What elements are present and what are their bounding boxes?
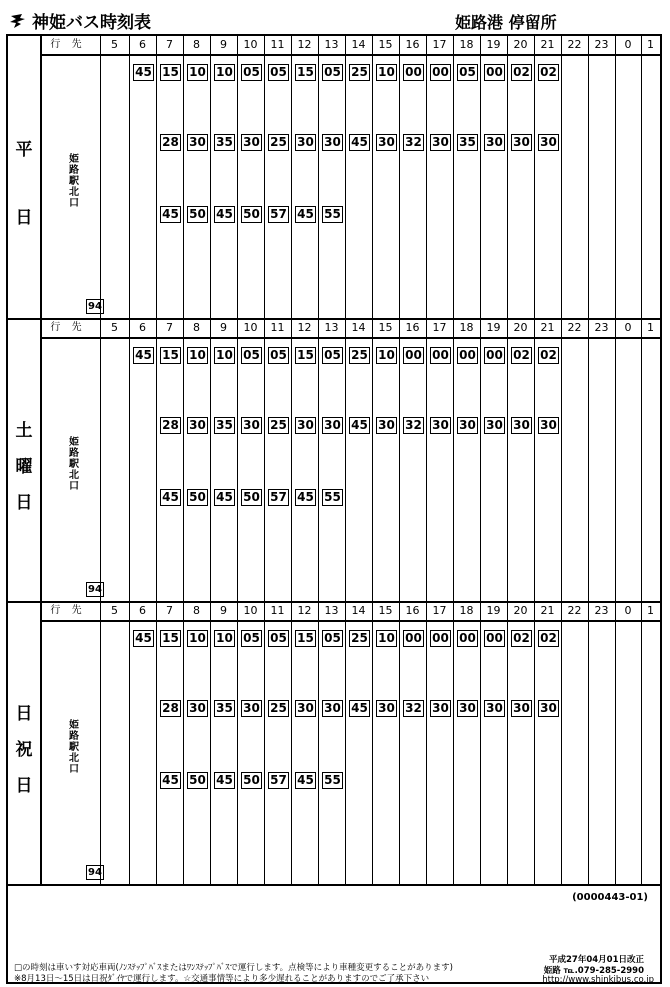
- departure-minute: 10: [376, 347, 397, 364]
- departure-minute: 32: [403, 134, 424, 151]
- column-divider: [372, 602, 373, 885]
- hour-header-cell: 5: [111, 604, 118, 617]
- timetable-frame: [6, 34, 662, 984]
- column-divider: [588, 36, 589, 319]
- day-type-char: 日: [15, 207, 33, 228]
- departure-minute: 55: [322, 489, 343, 506]
- column-divider: [453, 602, 454, 885]
- departure-minute: 45: [160, 489, 181, 506]
- departure-minute: 00: [430, 347, 451, 364]
- column-divider: [318, 319, 319, 602]
- column-divider: [641, 319, 642, 602]
- departure-minute: 00: [403, 64, 424, 81]
- day-type-char: 日: [15, 492, 33, 513]
- hour-header-cell: 11: [270, 38, 285, 51]
- departure-minute: 45: [160, 772, 181, 789]
- departure-minute: 32: [403, 700, 424, 717]
- departure-minute: 25: [349, 64, 370, 81]
- column-divider: [561, 319, 562, 602]
- column-divider: [129, 319, 130, 602]
- departure-minute: 30: [484, 134, 505, 151]
- dest-header: 行 先: [50, 605, 86, 616]
- hour-header-cell: 9: [220, 604, 227, 617]
- departure-minute: 00: [430, 64, 451, 81]
- departure-minute: 45: [133, 64, 154, 81]
- column-divider: [615, 36, 616, 319]
- departure-minute: 50: [187, 772, 208, 789]
- departure-minute: 30: [457, 700, 478, 717]
- hour-header-cell: 7: [166, 604, 173, 617]
- departure-minute: 45: [349, 700, 370, 717]
- hour-header-cell: 6: [139, 321, 146, 334]
- departure-minute: 25: [268, 417, 289, 434]
- departure-minute: 28: [160, 134, 181, 151]
- column-divider: [264, 602, 265, 885]
- departure-minute: 45: [295, 772, 316, 789]
- hour-header-cell: 23: [594, 321, 609, 334]
- day-type-char: 日: [15, 775, 33, 796]
- hour-header-cell: 5: [111, 321, 118, 334]
- column-divider: [345, 36, 346, 319]
- departure-minute: 05: [241, 630, 262, 647]
- hour-header-cell: 17: [432, 321, 447, 334]
- hour-header-cell: 9: [220, 321, 227, 334]
- departure-minute: 28: [160, 417, 181, 434]
- day-type-label: [8, 602, 42, 885]
- column-divider: [291, 602, 292, 885]
- departure-minute: 15: [160, 64, 181, 81]
- hour-header-cell: 13: [324, 38, 339, 51]
- hour-header-cell: 16: [405, 38, 420, 51]
- departure-minute: 30: [430, 417, 451, 434]
- departure-minute: 30: [295, 134, 316, 151]
- hour-header-cell: 16: [405, 604, 420, 617]
- hour-header-cell: 14: [351, 604, 366, 617]
- footer-note-holiday: ※8月13日～15日は日祝ﾀﾞｲﾔで運行します。☆交通事情等により多少遅れることがありますのでご了承下さい: [14, 974, 430, 984]
- company-url: http://www.shinkibus.co.jp: [542, 975, 654, 985]
- hour-header-cell: 20: [513, 604, 528, 617]
- hour-header-cell: 13: [324, 604, 339, 617]
- company-title-text: 神姫バス時刻表: [32, 13, 151, 33]
- departure-minute: 05: [241, 347, 262, 364]
- departure-minute: 35: [457, 134, 478, 151]
- hour-header-cell: 13: [324, 321, 339, 334]
- column-divider: [480, 602, 481, 885]
- route-number-badge: 94: [86, 865, 104, 880]
- route-number-badge: 94: [86, 299, 104, 314]
- departure-minute: 45: [160, 206, 181, 223]
- departure-minute: 30: [538, 134, 559, 151]
- hour-header-row: [40, 602, 660, 622]
- column-divider: [453, 319, 454, 602]
- column-divider: [641, 602, 642, 885]
- column-divider: [480, 36, 481, 319]
- departure-minute: 50: [187, 206, 208, 223]
- departure-minute: 45: [295, 206, 316, 223]
- day-type-char: 平: [15, 139, 33, 160]
- column-divider: [156, 602, 157, 885]
- departure-minute: 30: [430, 134, 451, 151]
- departure-minute: 45: [214, 772, 235, 789]
- column-divider: [156, 319, 157, 602]
- column-divider: [237, 36, 238, 319]
- hour-header-cell: 15: [378, 604, 393, 617]
- hour-header-cell: 12: [297, 321, 312, 334]
- column-divider: [100, 36, 101, 319]
- day-type-char: 土: [15, 420, 33, 441]
- column-divider: [100, 319, 101, 602]
- departure-minute: 15: [160, 347, 181, 364]
- route-number-badge: 94: [86, 582, 104, 597]
- destination-label: 姫路駅北口: [69, 720, 79, 775]
- column-divider: [453, 36, 454, 319]
- hour-header-row: [40, 319, 660, 339]
- company-logo-icon: [8, 12, 28, 30]
- column-divider: [183, 36, 184, 319]
- hour-header-cell: 20: [513, 38, 528, 51]
- dest-header: 行 先: [50, 322, 86, 333]
- departure-minute: 50: [187, 489, 208, 506]
- hour-header-cell: 8: [193, 604, 200, 617]
- hour-header-cell: 5: [111, 38, 118, 51]
- hour-header-cell: 19: [486, 321, 501, 334]
- departure-minute: 25: [268, 134, 289, 151]
- departure-minute: 25: [268, 700, 289, 717]
- departure-minute: 30: [187, 417, 208, 434]
- departure-minute: 05: [241, 64, 262, 81]
- day-block: [8, 36, 660, 319]
- hour-header-cell: 0: [624, 38, 632, 51]
- departure-minute: 10: [187, 630, 208, 647]
- departure-minute: 02: [538, 630, 559, 647]
- departure-minute: 45: [349, 417, 370, 434]
- footer-note-wheelchair: □の時刻は車いす対応車両(ﾉﾝｽﾃｯﾌﾟﾊﾞｽまたはﾜﾝｽﾃｯﾌﾟﾊﾞｽで運行します。点検等により車種変更することがあります): [14, 963, 453, 973]
- departure-minute: 50: [241, 772, 262, 789]
- hour-header-cell: 7: [166, 321, 173, 334]
- departure-minute: 30: [187, 134, 208, 151]
- departure-minute: 30: [538, 700, 559, 717]
- block-divider: [8, 884, 660, 886]
- column-divider: [561, 602, 562, 885]
- hour-header-cell: 6: [139, 38, 146, 51]
- departure-minute: 05: [322, 630, 343, 647]
- departure-minute: 45: [214, 206, 235, 223]
- column-divider: [210, 36, 211, 319]
- column-divider: [156, 36, 157, 319]
- column-divider: [264, 319, 265, 602]
- column-divider: [129, 36, 130, 319]
- hour-header-cell: 22: [567, 38, 582, 51]
- departure-minute: 02: [511, 347, 532, 364]
- day-block: [8, 602, 660, 885]
- hour-header-cell: 15: [378, 321, 393, 334]
- dest-header: 行 先: [50, 39, 86, 50]
- column-divider: [426, 319, 427, 602]
- timetable-code: (0000443-01): [572, 892, 648, 903]
- day-type-label: [8, 36, 42, 319]
- departure-minute: 10: [376, 630, 397, 647]
- departure-minute: 00: [484, 347, 505, 364]
- departure-minute: 02: [538, 64, 559, 81]
- departure-minute: 28: [160, 700, 181, 717]
- departure-minute: 30: [511, 417, 532, 434]
- column-divider: [534, 36, 535, 319]
- day-type-label: [8, 319, 42, 602]
- column-divider: [615, 602, 616, 885]
- day-type-char: 日: [15, 703, 33, 724]
- hour-header-cell: 18: [459, 321, 474, 334]
- hour-header-cell: 20: [513, 321, 528, 334]
- departure-minute: 02: [511, 630, 532, 647]
- column-divider: [372, 319, 373, 602]
- hour-header-cell: 17: [432, 604, 447, 617]
- departure-minute: 30: [511, 700, 532, 717]
- column-divider: [345, 319, 346, 602]
- hour-header-cell: 0: [624, 321, 632, 334]
- column-divider: [399, 36, 400, 319]
- hour-header-row: [40, 36, 660, 56]
- column-divider: [426, 602, 427, 885]
- departure-minute: 30: [457, 417, 478, 434]
- departure-minute: 05: [268, 347, 289, 364]
- hour-header-cell: 23: [594, 38, 609, 51]
- departure-minute: 55: [322, 772, 343, 789]
- column-divider: [507, 319, 508, 602]
- hour-header-cell: 17: [432, 38, 447, 51]
- departure-minute: 10: [214, 347, 235, 364]
- departure-minute: 30: [484, 700, 505, 717]
- departure-minute: 45: [349, 134, 370, 151]
- departure-minute: 10: [214, 64, 235, 81]
- departure-minute: 15: [295, 630, 316, 647]
- column-divider: [100, 602, 101, 885]
- departure-minute: 45: [295, 489, 316, 506]
- hour-header-cell: 10: [243, 321, 258, 334]
- column-divider: [399, 319, 400, 602]
- column-divider: [291, 319, 292, 602]
- departure-minute: 10: [187, 347, 208, 364]
- column-divider: [318, 602, 319, 885]
- hour-header-cell: 10: [243, 38, 258, 51]
- hour-header-cell: 16: [405, 321, 420, 334]
- column-divider: [372, 36, 373, 319]
- column-divider: [264, 36, 265, 319]
- departure-minute: 57: [268, 772, 289, 789]
- departure-minute: 30: [295, 417, 316, 434]
- hour-header-cell: 23: [594, 604, 609, 617]
- office-phone: 姫路 ℡.079-285-2990: [543, 966, 644, 976]
- hour-header-cell: 6: [139, 604, 146, 617]
- hour-header-cell: 19: [486, 604, 501, 617]
- departure-minute: 30: [376, 700, 397, 717]
- departure-minute: 50: [241, 489, 262, 506]
- departure-minute: 30: [376, 417, 397, 434]
- departure-minute: 02: [511, 64, 532, 81]
- column-divider: [291, 36, 292, 319]
- departure-minute: 00: [484, 630, 505, 647]
- departure-minute: 57: [268, 489, 289, 506]
- column-divider: [534, 602, 535, 885]
- departure-minute: 55: [322, 206, 343, 223]
- column-divider: [183, 319, 184, 602]
- column-divider: [641, 36, 642, 319]
- departure-minute: 00: [430, 630, 451, 647]
- day-type-char: 曜: [15, 456, 33, 477]
- hour-header-cell: 18: [459, 38, 474, 51]
- column-divider: [561, 36, 562, 319]
- departure-minute: 00: [457, 347, 478, 364]
- departure-minute: 02: [538, 347, 559, 364]
- timetable-title: [8, 8, 151, 33]
- stop-name: 姫路港 停留所: [455, 13, 557, 32]
- hour-header-cell: 1: [647, 321, 654, 334]
- departure-minute: 00: [457, 630, 478, 647]
- column-divider: [210, 319, 211, 602]
- departure-minute: 05: [457, 64, 478, 81]
- departure-minute: 00: [403, 347, 424, 364]
- column-divider: [318, 36, 319, 319]
- departure-minute: 30: [187, 700, 208, 717]
- column-divider: [615, 319, 616, 602]
- hour-header-cell: 18: [459, 604, 474, 617]
- hour-header-cell: 14: [351, 38, 366, 51]
- destination-label: 姫路駅北口: [69, 154, 79, 209]
- departure-minute: 15: [160, 630, 181, 647]
- day-block: [8, 319, 660, 602]
- departure-minute: 35: [214, 700, 235, 717]
- departure-minute: 00: [484, 64, 505, 81]
- hour-header-cell: 9: [220, 38, 227, 51]
- hour-header-cell: 1: [647, 38, 654, 51]
- departure-minute: 05: [322, 347, 343, 364]
- revision-date: 平成27年04月01日改正: [549, 955, 644, 965]
- hour-header-cell: 0: [624, 604, 632, 617]
- hour-header-cell: 10: [243, 604, 258, 617]
- hour-header-cell: 11: [270, 321, 285, 334]
- departure-minute: 30: [241, 134, 262, 151]
- departure-minute: 15: [295, 347, 316, 364]
- departure-minute: 05: [268, 630, 289, 647]
- departure-minute: 50: [241, 206, 262, 223]
- departure-minute: 00: [403, 630, 424, 647]
- departure-minute: 35: [214, 134, 235, 151]
- departure-minute: 25: [349, 630, 370, 647]
- column-divider: [237, 319, 238, 602]
- departure-minute: 30: [430, 700, 451, 717]
- hour-header-cell: 19: [486, 38, 501, 51]
- departure-minute: 15: [295, 64, 316, 81]
- departure-minute: 25: [349, 347, 370, 364]
- column-divider: [588, 602, 589, 885]
- hour-header-cell: 12: [297, 604, 312, 617]
- departure-minute: 57: [268, 206, 289, 223]
- departure-minute: 05: [322, 64, 343, 81]
- departure-minute: 10: [376, 64, 397, 81]
- column-divider: [534, 319, 535, 602]
- column-divider: [426, 36, 427, 319]
- hour-header-cell: 21: [540, 321, 555, 334]
- departure-minute: 30: [511, 134, 532, 151]
- column-divider: [588, 319, 589, 602]
- hour-header-cell: 15: [378, 38, 393, 51]
- departure-minute: 30: [322, 700, 343, 717]
- column-divider: [183, 602, 184, 885]
- hour-header-cell: 8: [193, 38, 200, 51]
- departure-minute: 30: [376, 134, 397, 151]
- departure-minute: 10: [214, 630, 235, 647]
- hour-header-cell: 14: [351, 321, 366, 334]
- departure-minute: 30: [322, 134, 343, 151]
- departure-minute: 32: [403, 417, 424, 434]
- hour-header-cell: 8: [193, 321, 200, 334]
- departure-minute: 05: [268, 64, 289, 81]
- hour-header-cell: 22: [567, 321, 582, 334]
- departure-minute: 30: [241, 700, 262, 717]
- departure-minute: 35: [214, 417, 235, 434]
- column-divider: [129, 602, 130, 885]
- hour-header-cell: 7: [166, 38, 173, 51]
- departure-minute: 45: [214, 489, 235, 506]
- column-divider: [210, 602, 211, 885]
- hour-header-cell: 11: [270, 604, 285, 617]
- hour-header-cell: 21: [540, 38, 555, 51]
- departure-minute: 10: [187, 64, 208, 81]
- hour-header-cell: 21: [540, 604, 555, 617]
- hour-header-cell: 1: [647, 604, 654, 617]
- column-divider: [237, 602, 238, 885]
- departure-minute: 30: [322, 417, 343, 434]
- day-type-char: 祝: [15, 739, 33, 760]
- hour-header-cell: 22: [567, 604, 582, 617]
- departure-minute: 30: [538, 417, 559, 434]
- destination-label: 姫路駅北口: [69, 437, 79, 492]
- departure-minute: 30: [295, 700, 316, 717]
- departure-minute: 30: [484, 417, 505, 434]
- column-divider: [345, 602, 346, 885]
- column-divider: [507, 602, 508, 885]
- departure-minute: 45: [133, 347, 154, 364]
- column-divider: [480, 319, 481, 602]
- column-divider: [399, 602, 400, 885]
- column-divider: [507, 36, 508, 319]
- departure-minute: 30: [241, 417, 262, 434]
- departure-minute: 45: [133, 630, 154, 647]
- hour-header-cell: 12: [297, 38, 312, 51]
